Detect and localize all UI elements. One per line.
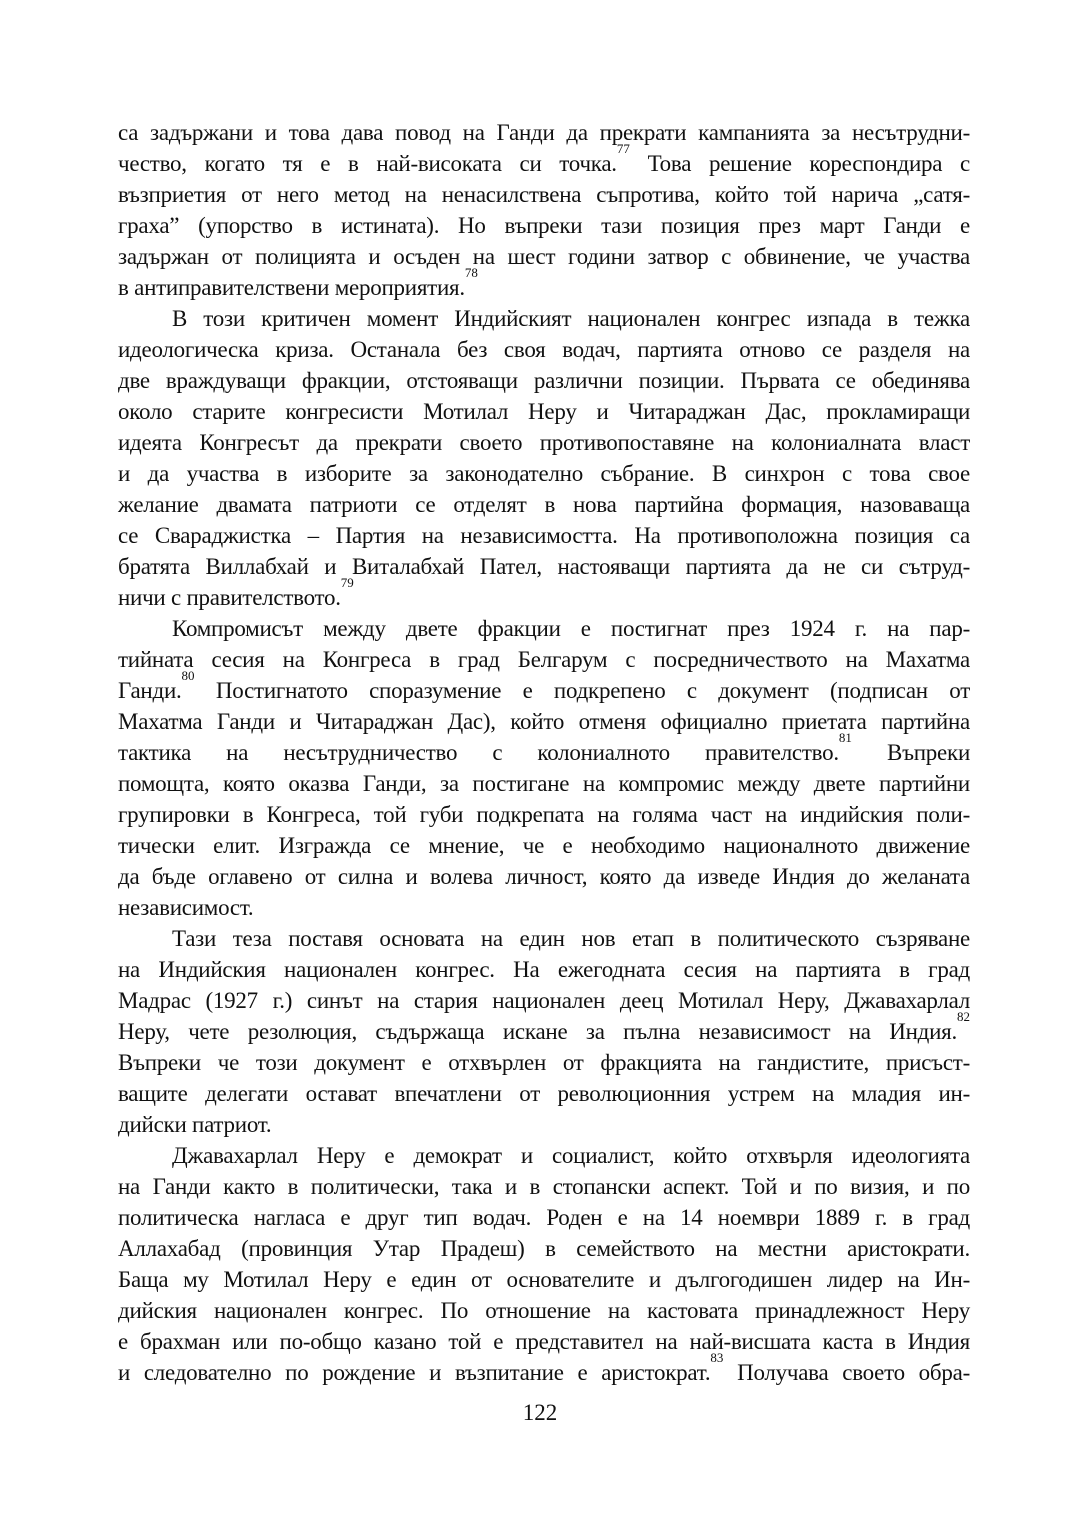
text-line: на Индийския национален конгрес. На ежегодната сесия на партията в град [118, 957, 970, 982]
footnote-marker: 82 [957, 1009, 970, 1025]
page-footer [0, 1400, 1080, 1426]
text-line: в антиправителствени мероприятия.$^{78}$ [118, 265, 478, 300]
text-line: дийски патриот. [118, 1112, 272, 1137]
text-line: около старите конгресисти Мотилал Неру и Читараджан Дас, прокламиращи [118, 399, 970, 424]
text-line: се Свараджистка – Партия на независимостта. На противоположна позиция са [118, 523, 970, 548]
text-line: помощта, която оказва Ганди, за постигане на компромис между двете партийни [118, 771, 970, 796]
footnote-marker: 83 [710, 1350, 724, 1366]
text-line: независимост. [118, 895, 254, 920]
text-line: тийната сесия на Конгреса в град Белгарум с посредничеството на Махатма [118, 647, 970, 672]
text-line: задържан от полицията и осъден на шест години затвор с обвинение, че участва [118, 244, 970, 269]
text-line: дийския национален конгрес. По отношение на кастовата принадлежност Неру [118, 1298, 970, 1323]
text-line: на Ганди както в политически, така и в стопански аспект. Той и по визия, и по [118, 1174, 970, 1199]
text-line: В този критичен момент Индийският национален конгрес изпада в тежка [172, 306, 970, 331]
text-line: възприетия от него метод на ненасилствена съпротива, който той нарича „сатя- [118, 182, 970, 207]
text-line: Въпреки че този документ е отхвърлен от фракцията на гандистите, присъст- [118, 1050, 970, 1075]
text-line: Компромисът между двете фракции е постигнат през 1924 г. на пар- [172, 616, 970, 641]
paragraph [118, 1140, 970, 1388]
text-line: братята Виллабхай и Виталабхай Пател, настояващи партията да не си сътруд- [118, 554, 970, 579]
text-line: желание двамата патриоти се отделят в нова партийна формация, назоваваща [118, 492, 970, 517]
text-line: идеологическа криза. Останала без своя водач, партията отново се разделя на [118, 337, 970, 362]
paragraph [118, 117, 970, 303]
text-line: да бъде оглавено от силна и волева личност, която да изведе Индия до желаната [118, 864, 970, 889]
text-line: Аллахабад (провинция Утар Прадеш) в семейството на местни аристократи. [118, 1236, 970, 1261]
text-line: тически елит. Изгражда се мнение, че е необходимо националното движение [118, 833, 970, 858]
page-number: 122 [522, 1400, 558, 1425]
footnote-marker: 81 [838, 730, 852, 746]
paragraph [118, 923, 970, 1140]
text-line: Тази теза поставя основата на един нов етап в политическото съзряване [172, 926, 970, 951]
text-line: Баща му Мотилал Неру е един от основателите и дългогодишен лидер на Ин- [118, 1267, 970, 1292]
text-line: Неру, чете резолюция, съдържаща искане за пълна независимост на Индия.$^{82}$ [118, 1009, 970, 1044]
text-line: групировки в Конгреса, той губи подкрепата на голяма част на индийския поли- [118, 802, 970, 827]
footnote-marker: 79 [340, 575, 354, 591]
paragraph [118, 303, 970, 613]
text-line: политическа нагласа е друг тип водач. Роден е на 14 ноември 1889 г. в град [118, 1205, 970, 1230]
text-line: и следователно по рождение и възпитание е аристократ.$^{83}$ Получава своето обра- [118, 1350, 970, 1385]
text-line: чество, когато тя е в най-високата си точка.$^{77}$ Това решение кореспондира с [118, 141, 970, 176]
text-line: Ганди.$^{80}$ Постигнатото споразумение е подкрепено с документ (подписан от [118, 668, 970, 703]
footnote-marker: 77 [616, 141, 630, 157]
text-line: граха” (упорство в истината). Но въпреки тази позиция през март Ганди е [118, 213, 970, 238]
text-line: идеята Конгресът да прекрати своето противопоставяне на колониалната власт [118, 430, 970, 455]
text-line: Махатма Ганди и Читараджан Дас), който отменя официално приетата партийна [118, 709, 970, 734]
text-line: ващите делегати остават впечатлени от революционния устрем на младия ин- [118, 1081, 970, 1106]
text-line: Мадрас (1927 г.) синът на стария национален деец Мотилал Неру, Джавахарлал [118, 988, 970, 1013]
footnote-marker: 78 [464, 265, 478, 281]
paragraph [118, 613, 970, 923]
text-line: са задържани и това дава повод на Ганди да прекрати кампанията за несътрудни- [118, 120, 970, 145]
text-line: е брахман или по-общо казано той е представител на най-висшата каста в Индия [118, 1329, 970, 1354]
text-line: и да участва в изборите за законодателно събрание. В синхрон с това свое [118, 461, 970, 486]
text-line: две враждуващи фракции, отстояващи различни позиции. Първата се обединява [118, 368, 970, 393]
text-line: ничи с правителството.$^{79}$ [118, 575, 354, 610]
text-line: тактика на несътрудничество с колониалното правителство.$^{81}$ Въпреки [118, 730, 970, 765]
page-text [118, 117, 970, 1388]
text-line: Джавахарлал Неру е демократ и социалист, който отхвърля идеологията [172, 1143, 970, 1168]
footnote-marker: 80 [181, 668, 195, 684]
